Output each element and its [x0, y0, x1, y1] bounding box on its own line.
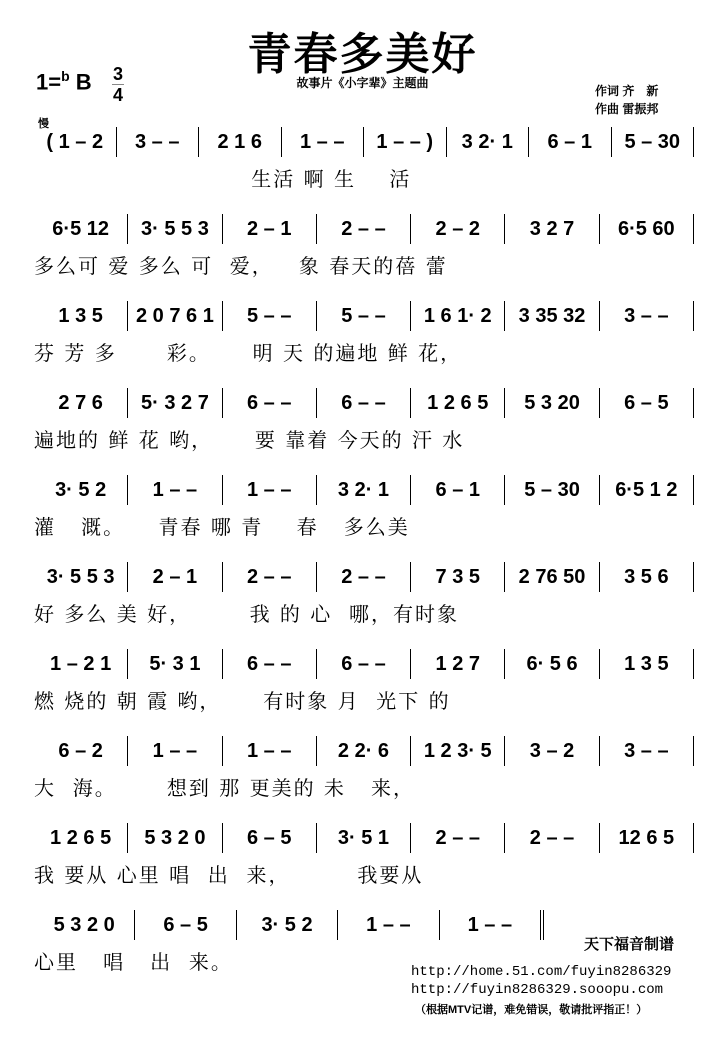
staff-row — [34, 212, 694, 279]
measure: 3 – – — [117, 127, 200, 157]
measure: 6· 5 6 — [505, 649, 599, 679]
staff-row — [34, 821, 694, 888]
measure: 6 – – — [317, 388, 411, 418]
notation-line — [34, 647, 694, 681]
measure: 5 3 2 0 — [128, 823, 222, 853]
song-title: 青春多美好 — [247, 30, 478, 79]
measure: 5 – 30 — [505, 475, 599, 505]
measure: 1 – – — [223, 736, 317, 766]
tempo-marking: 慢 — [38, 118, 49, 130]
measure: 3· 5 1 — [317, 823, 411, 853]
notation-line — [34, 299, 694, 333]
measure: 1 – 2 1 — [34, 649, 128, 679]
brand: 天下福音制谱 — [584, 936, 675, 953]
measure: 6 – 1 — [529, 127, 612, 157]
measure: 2 – 1 — [128, 562, 222, 592]
measure: 1 2 6 5 — [411, 388, 505, 418]
measure: 6 – 5 — [600, 388, 694, 418]
measure: ( 1 – 2 — [34, 127, 117, 157]
measure: 2 – 1 — [223, 214, 317, 244]
measure: 6 – – — [317, 649, 411, 679]
lyrics-line: 好 多么 美 好， 我 的 心 哪，有时象 — [34, 602, 460, 626]
measure: 2 7 6 — [34, 388, 128, 418]
lyrics-line: 生活 啊 生 活 — [34, 167, 412, 191]
measure: 3 – – — [600, 736, 694, 766]
staff-row — [34, 125, 694, 192]
staff-row — [34, 473, 694, 540]
notation-line — [34, 473, 694, 507]
staff-row — [34, 299, 694, 366]
lyrics-line: 多么可 爱 多么 可 爱， 象 春天的蓓 蕾 — [34, 254, 448, 278]
notation-line — [34, 734, 694, 768]
notation-line — [34, 560, 694, 594]
measure: 3 – 2 — [505, 736, 599, 766]
measure: 6 – 2 — [34, 736, 128, 766]
staff-row — [34, 734, 694, 801]
measure: 1 – – — [128, 736, 222, 766]
measure: 1 6 1· 2 — [411, 301, 505, 331]
measure: 5· 3 2 7 — [128, 388, 222, 418]
measure: 7 3 5 — [411, 562, 505, 592]
credits — [595, 82, 658, 118]
measure: 2 2· 6 — [317, 736, 411, 766]
measure: 3 5 6 — [600, 562, 694, 592]
measure: 1 – – — [338, 910, 439, 940]
measure: 5 – 30 — [612, 127, 695, 157]
measure: 6·5 12 — [34, 214, 128, 244]
measure: 6 – – — [223, 388, 317, 418]
measure: 3 2· 1 — [447, 127, 530, 157]
measure: 12 6 5 — [600, 823, 694, 853]
measure: 3 35 32 — [505, 301, 599, 331]
measure: 3· 5 5 3 — [34, 562, 128, 592]
measure: 3· 5 5 3 — [128, 214, 222, 244]
measure: 2 – – — [505, 823, 599, 853]
url-2[interactable]: http://fuyin8286329.sooopu.com — [411, 982, 664, 998]
composer: 作曲 雷振邦 — [595, 102, 659, 116]
measure: 6 – 5 — [135, 910, 236, 940]
notation-line — [34, 908, 544, 942]
measure: 1 – – ) — [364, 127, 447, 157]
notation-line — [34, 386, 694, 420]
measure: 1 – – — [440, 910, 544, 940]
measure: 5 – – — [317, 301, 411, 331]
staff-row — [34, 386, 694, 453]
flat-sign: b — [61, 68, 70, 84]
measure: 1 – – — [128, 475, 222, 505]
measure: 5 3 20 — [505, 388, 599, 418]
measure: 6·5 60 — [600, 214, 694, 244]
notation-line — [34, 212, 694, 246]
measure: 2 – – — [317, 214, 411, 244]
measure: 1 – – — [223, 475, 317, 505]
measure: 5· 3 1 — [128, 649, 222, 679]
staff-row — [34, 647, 694, 714]
lyricist: 作词 齐 新 — [595, 84, 659, 98]
measure: 1 – – — [282, 127, 365, 157]
lyrics-line: 大 海。 想到 那 更美的 未 来， — [34, 776, 416, 800]
measure: 1 2 3· 5 — [411, 736, 505, 766]
measure: 3· 5 2 — [34, 475, 128, 505]
measure: 3 2 7 — [505, 214, 599, 244]
measure: 6·5 1 2 — [600, 475, 694, 505]
lyrics-line: 遍地的 鲜 花 哟， 要 靠着 今天的 汗 水 — [34, 428, 465, 452]
subtitle: 故事片《小字辈》主题曲 — [296, 76, 429, 90]
time-top: 3 — [112, 64, 123, 84]
lyrics-line: 灌 溉。 青春 哪 青 春 多么美 — [34, 515, 410, 539]
lyrics-line: 芬 芳 多 彩。 明 天 的遍地 鲜 花， — [34, 341, 463, 365]
staff-row — [34, 560, 694, 627]
lyrics-line: 心里 唱 出 来。 — [34, 950, 233, 974]
measure: 3 2· 1 — [317, 475, 411, 505]
measure: 3 – – — [600, 301, 694, 331]
time-bottom: 4 — [112, 85, 123, 105]
measure: 5 3 2 0 — [34, 910, 135, 940]
measure: 2 0 7 6 1 — [128, 301, 222, 331]
key-note: B — [75, 69, 92, 95]
measure: 2 1 6 — [199, 127, 282, 157]
measure: 2 – – — [317, 562, 411, 592]
measure: 6 – 1 — [411, 475, 505, 505]
lyrics-line: 燃 烧的 朝 霞 哟， 有时象 月 光下 的 — [34, 689, 451, 713]
measure: 1 2 6 5 — [34, 823, 128, 853]
measure: 2 – – — [223, 562, 317, 592]
measure: 6 – 5 — [223, 823, 317, 853]
measure: 6 – – — [223, 649, 317, 679]
key-label: 1= — [36, 69, 62, 95]
measure: 1 3 5 — [600, 649, 694, 679]
measure: 2 – – — [411, 823, 505, 853]
lyrics-line: 我 要从 心里 唱 出 来， 我要从 — [34, 863, 424, 887]
measure: 5 – – — [223, 301, 317, 331]
notation-line — [34, 821, 694, 855]
measure: 1 2 7 — [411, 649, 505, 679]
notation-line — [34, 125, 694, 159]
measure: 2 76 50 — [505, 562, 599, 592]
measure: 2 – 2 — [411, 214, 505, 244]
measure: 3· 5 2 — [237, 910, 338, 940]
measure: 1 3 5 — [34, 301, 128, 331]
url-1[interactable]: http://home.51.com/fuyin8286329 — [411, 964, 672, 980]
disclaimer: （根据MTV记谱，难免错误，敬请批评指正！） — [415, 1004, 648, 1016]
